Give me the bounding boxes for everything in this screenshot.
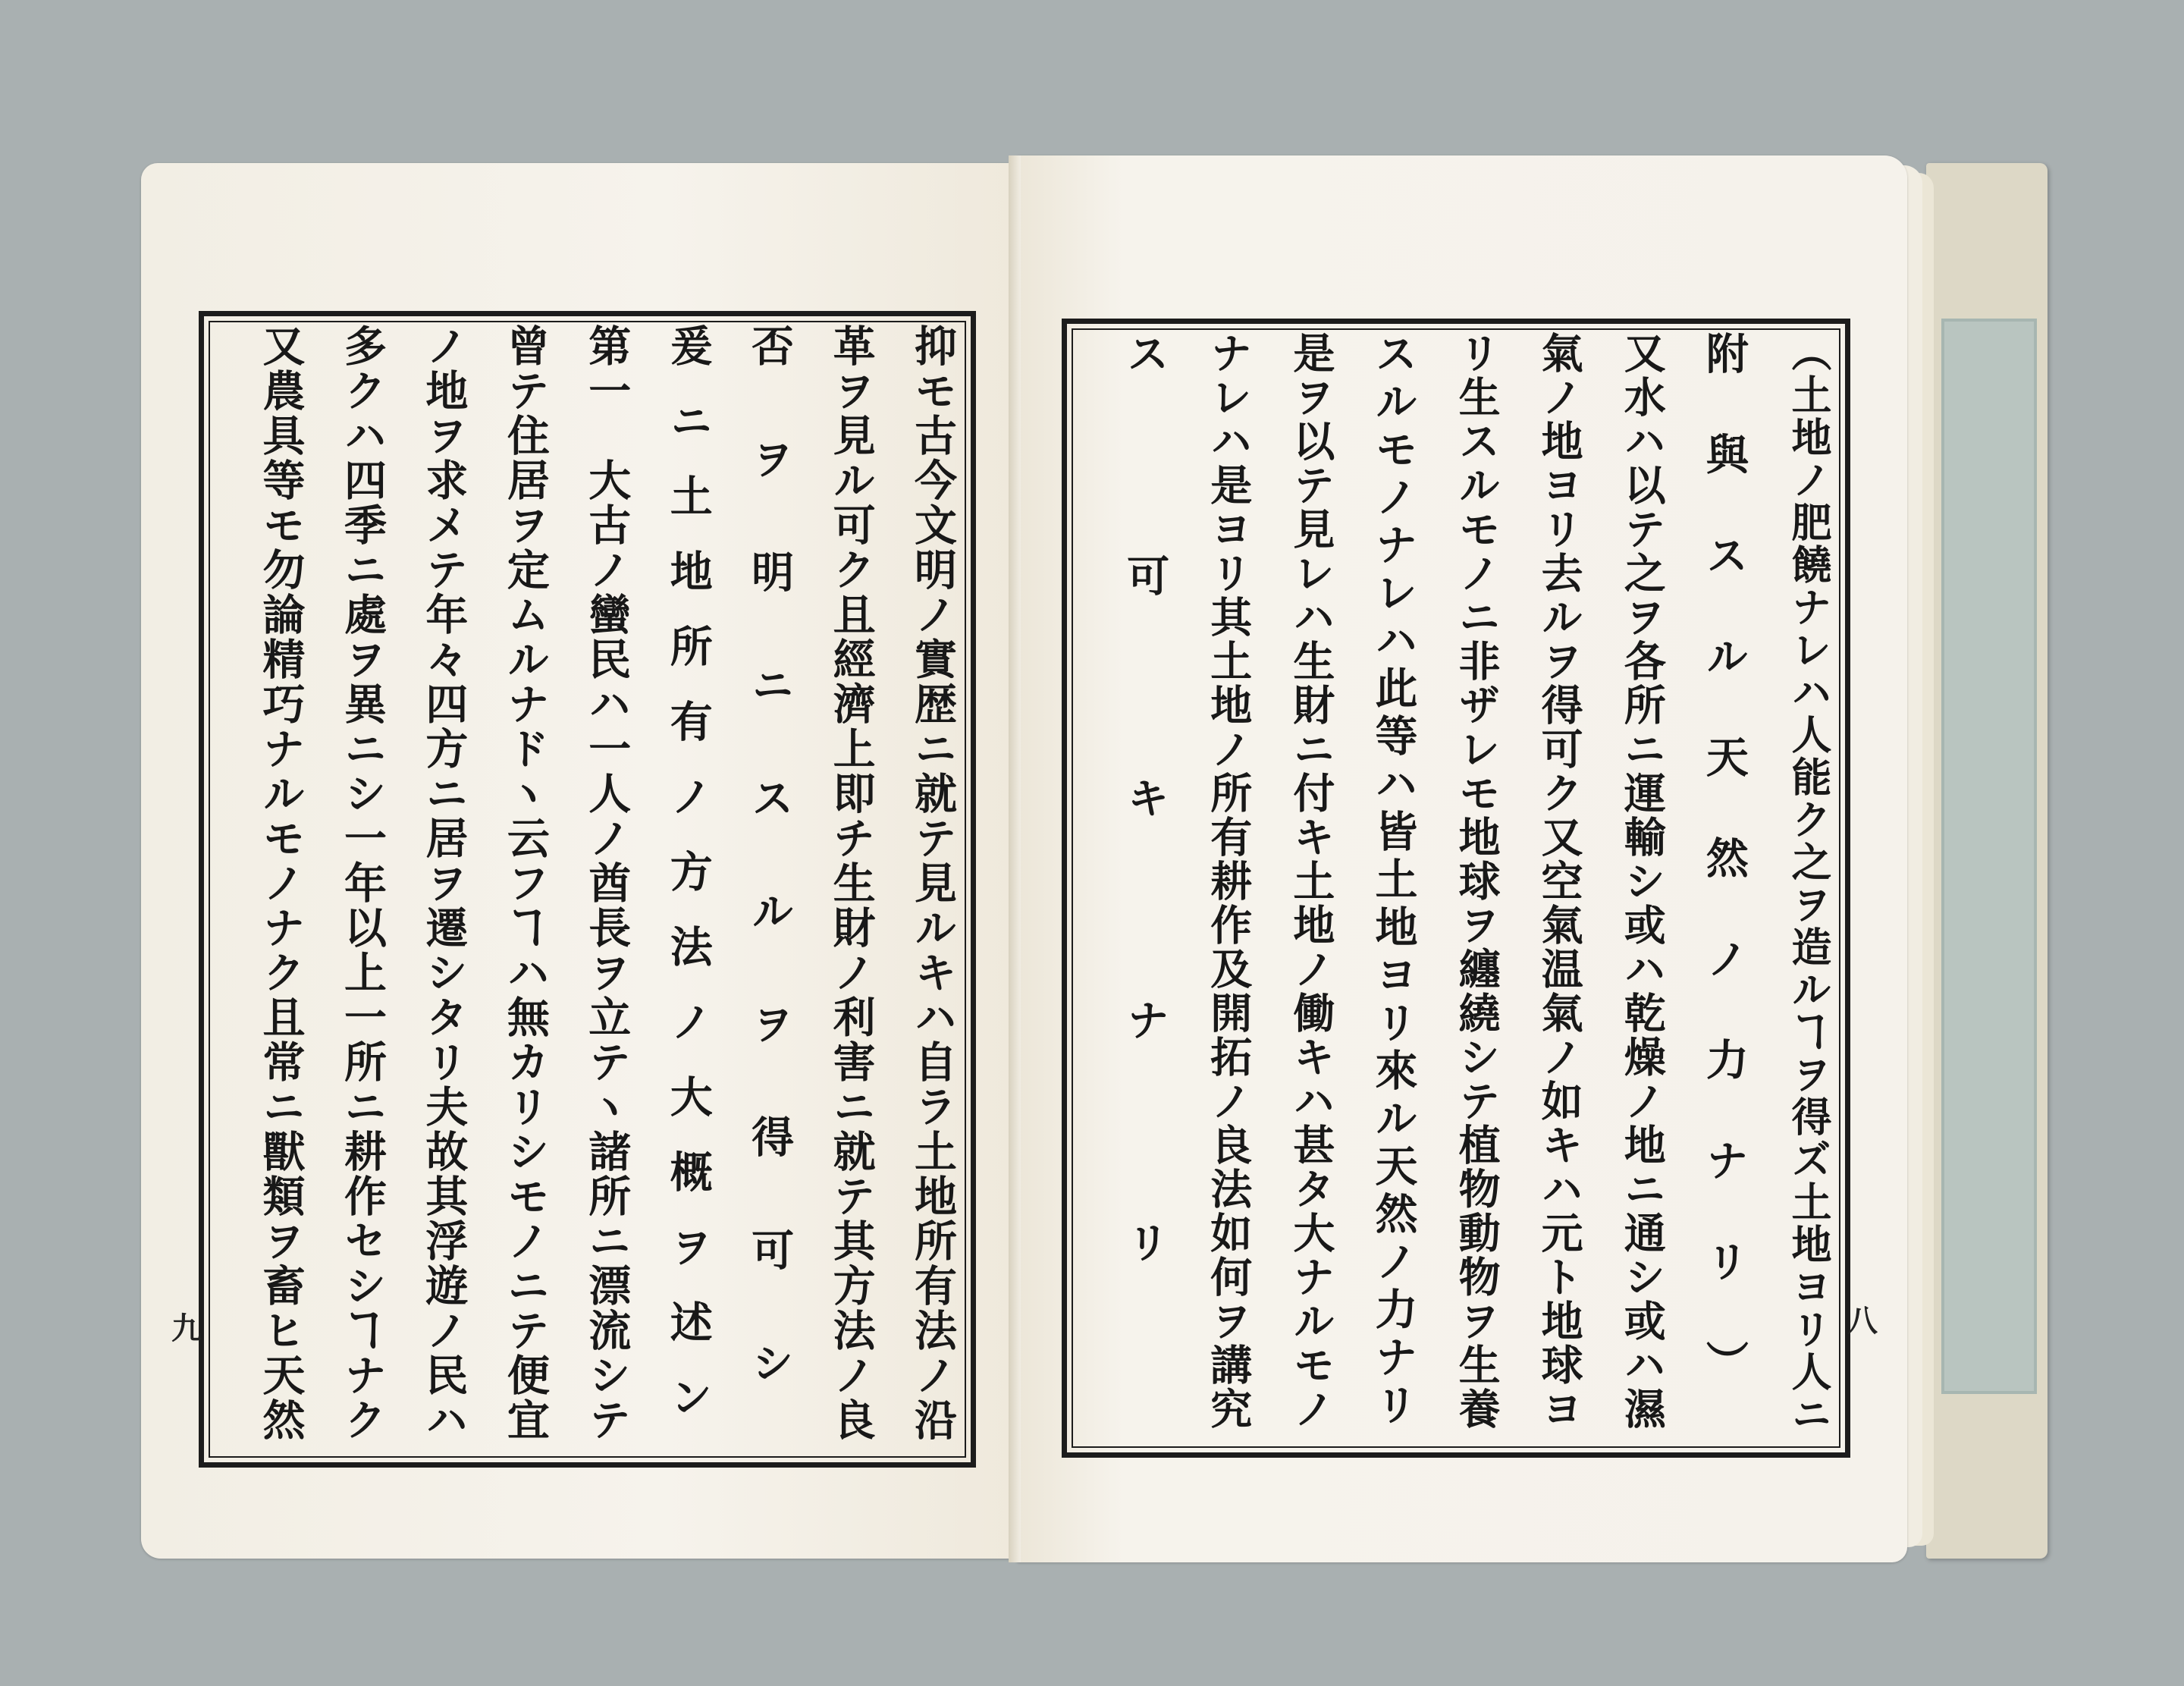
left-columns	[221, 316, 958, 1462]
text-column: ス可キナリ	[1120, 331, 1171, 1443]
text-column: 氣ノ地ヨリ去ルヲ得可ク又空氣温氣ノ如キハ元ト地球ヨ	[1534, 331, 1584, 1431]
text-column: 是ヲ以テ見レハ生財ニ付キ土地ノ働キハ甚タ大ナルモノ	[1286, 331, 1336, 1431]
text-column: 革ヲ見ル可ク且經濟上即チ生財ノ利害ニ就テ其方法ノ良	[826, 324, 877, 1443]
text-column: 附與スル天然ノ力ナリ）	[1699, 331, 1749, 1441]
text-column: 否ヲ明ニスルヲ得可シ	[745, 324, 795, 1454]
page-number-right: 八	[1847, 1303, 1878, 1339]
text-column: 又農具等モ勿論精巧ナルモノナク且常ニ獸類ヲ畜ヒ天然	[256, 324, 306, 1443]
text-column: 曾テ住居ヲ定ムルナドヽ云フヿハ無カリシモノニテ便宜	[500, 324, 551, 1443]
text-column: スルモノナレハ此等ハ皆土地ヨリ來ル天然ノ力ナリ	[1368, 331, 1419, 1430]
text-column: 抑モ古今文明ノ實歴ニ就テ見ルキハ自ラ土地所有法ノ沿	[908, 324, 958, 1443]
cover-lining	[1941, 319, 2037, 1394]
page-number-left: 九	[171, 1311, 202, 1346]
right-text-frame	[1062, 319, 1850, 1458]
text-column: 又水ハ以テ之ヲ各所ニ運輸シ或ハ乾燥ノ地ニ通シ或ハ濕	[1617, 331, 1667, 1431]
text-column: 爰ニ土地所有ノ方法ノ大概ヲ述ン	[663, 324, 714, 1450]
text-column: 第一 大古ノ蠻民ハ一人ノ酋長ヲ立テヽ諸所ニ漂流シテ	[582, 324, 632, 1443]
text-column: ナレハ是ヨリ其土地ノ所有耕作及開拓ノ良法如何ヲ講究	[1203, 331, 1254, 1431]
text-column: 多クハ四季ニ處ヲ異ニシ一年以上一所ニ耕作セシヿナク	[337, 324, 388, 1443]
text-column: リ生スルモノニ非ザレモ地球ヲ纏繞シテ植物動物ヲ生養	[1451, 331, 1502, 1431]
book-gutter	[1009, 155, 1021, 1562]
text-column: ノ地ヲ求メテ年々四方ニ居ヲ遷シタリ夫故其浮遊ノ民ハ	[419, 324, 469, 1443]
right-columns	[1084, 324, 1832, 1452]
left-text-frame	[199, 311, 976, 1468]
text-column: （土地ノ肥饒ナレハ人能ク之ヲ造ルヿヲ得ズ土地ヨリ人ニ	[1785, 331, 1832, 1436]
